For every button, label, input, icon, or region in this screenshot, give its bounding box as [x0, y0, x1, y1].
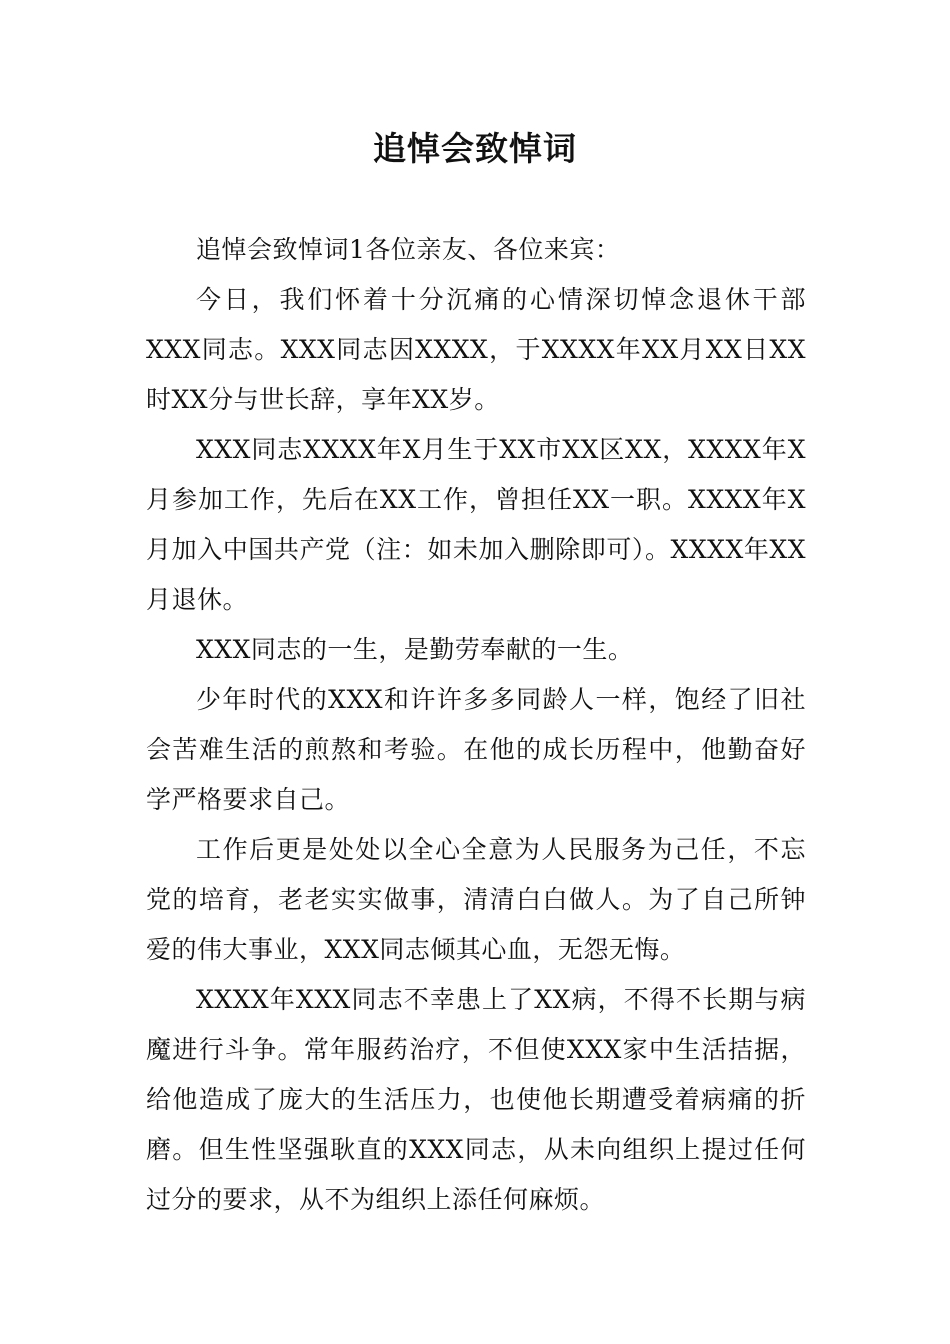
document-title: 追悼会致悼词	[373, 129, 577, 168]
paragraph-biography: XXX同志XXXX年X月生于XX市XX区XX，XXXX年X月参加工作，先后在XX工作，曾担任XX一职。XXXX年X月加入中国共产党（注：如未加入删除即可）。XXXX年XX月退休。	[146, 435, 806, 614]
paragraph-illness: XXXX年XXX同志不幸患上了XX病，不得不长期与病魔进行斗争。常年服药治疗，不但使XXX家中生活拮据，给他造成了庞大的生活压力，也使他长期遭受着病痛的折磨。但生性坚强耿直的XXX同志，从未向组织上提过任何过分的要求，从不为组织上添任何麻烦。	[146, 985, 806, 1214]
document-body	[146, 225, 806, 1225]
paragraph-youth: 少年时代的XXX和许许多多同龄人一样，饱经了旧社会苦难生活的煎熬和考验。在他的成长历程中，他勤奋好学严格要求自己。	[146, 685, 806, 814]
paragraph-life-summary: XXX同志的一生，是勤劳奉献的一生。	[196, 635, 634, 664]
paragraph-announcement: 今日，我们怀着十分沉痛的心情深切悼念退休干部XXX同志。XXX同志因XXXX，于XXXX年XX月XX日XX时XX分与世长辞，享年XX岁。	[146, 285, 806, 414]
paragraph-work: 工作后更是处处以全心全意为人民服务为己任，不忘党的培育，老老实实做事，清清白白做人。为了自己所钟爱的伟大事业，XXX同志倾其心血，无怨无悔。	[146, 835, 806, 964]
paragraph-greeting: 追悼会致悼词1各位亲友、各位来宾：	[196, 235, 621, 264]
